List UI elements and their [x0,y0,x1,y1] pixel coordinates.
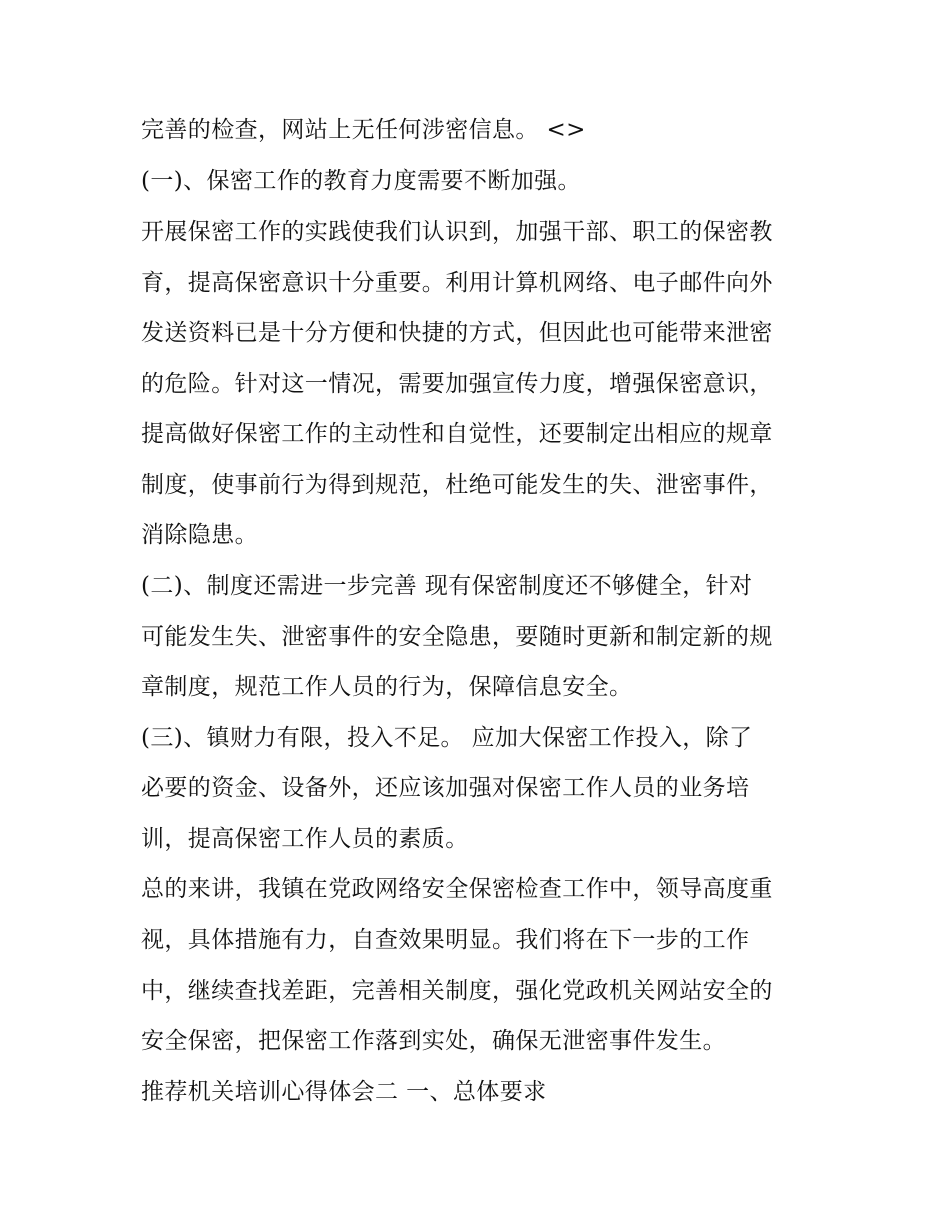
section-heading: (一)、保密工作的教育力度需要不断加强。 [141,168,581,194]
text-line: 消除隐患。 [141,522,258,548]
text-line: 育，提高保密意识十分重要。利用计算机网络、电子邮件向外 [141,270,773,296]
text-line: 安全保密，把保密工作落到实处，确保无泄密事件发生。 [141,1028,726,1054]
text-line: 开展保密工作的实践使我们认识到，加强干部、职工的保密教 [141,219,773,245]
section-heading: (三)、镇财力有限，投入不足。 应加大保密工作投入，除了 [141,725,753,751]
text-line: 发送资料已是十分方便和快捷的方式，但因此也可能带来泄密 [141,320,773,346]
text-line: 总的来讲，我镇在党政网络安全保密检查工作中，领导高度重 [141,876,773,902]
section-heading: 推荐机关培训心得体会二 一、总体要求 [141,1079,547,1105]
text-line: 视，具体措施有力，自查效果明显。我们将在下一步的工作 [141,927,750,953]
text-line: 可能发生失、泄密事件的安全隐患，要随时更新和制定新的规 [141,624,773,650]
text-line: 章制度，规范工作人员的行为，保障信息安全。 [141,674,633,700]
section-heading: (二)、制度还需进一步完善 现有保密制度还不够健全，针对 [141,573,753,599]
text-line: 提高做好保密工作的主动性和自觉性，还要制定出相应的规章 [141,421,773,447]
text-line: 的危险。针对这一情况，需要加强宣传力度，增强保密意识， [141,371,773,397]
text-line: 训，提高保密工作人员的素质。 [141,826,469,852]
text-line: 中，继续查找差距，完善相关制度，强化党政机关网站安全的 [141,978,773,1004]
text-line: 完善的检查，网站上无任何涉密信息。 <> [141,117,586,143]
text-line: 必要的资金、设备外，还应该加强对保密工作人员的业务培 [141,775,750,801]
text-line: 制度，使事前行为得到规范，杜绝可能发生的失、泄密事件， [141,472,773,498]
